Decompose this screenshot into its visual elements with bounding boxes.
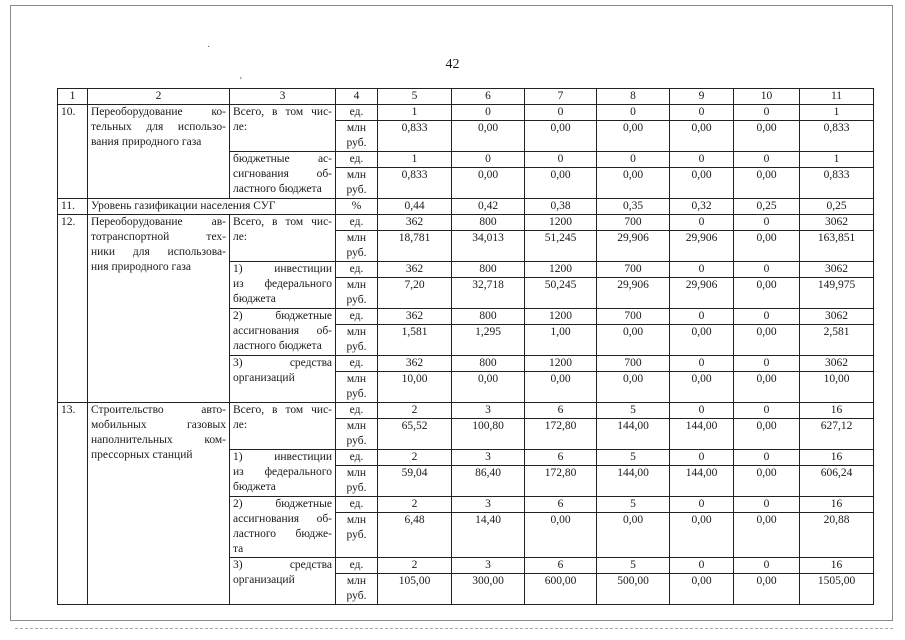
funding-source xyxy=(230,558,336,605)
value-money: 0,00 xyxy=(734,231,800,262)
value-units: 700 xyxy=(597,215,670,231)
unit-line: млн xyxy=(346,373,367,385)
column-number-header: 3 xyxy=(230,89,336,105)
unit-money xyxy=(336,278,378,309)
value-money: 0,00 xyxy=(734,121,800,152)
text-line: Переоборудование ко- xyxy=(91,106,226,118)
value-money: 0,00 xyxy=(525,513,597,558)
text-line: из федерального xyxy=(233,278,332,290)
value-money: 0,00 xyxy=(734,513,800,558)
page-number: 42 xyxy=(445,57,460,72)
value-units: 0 xyxy=(734,558,800,574)
unit-line: млн xyxy=(346,514,367,526)
column-number-header: 9 xyxy=(670,89,734,105)
value-units: 0 xyxy=(670,152,734,168)
value-money: 100,80 xyxy=(452,419,525,450)
value-units: 800 xyxy=(452,356,525,372)
value-money: 86,40 xyxy=(452,466,525,497)
text-line: организаций xyxy=(233,574,295,586)
value-units: 6 xyxy=(525,403,597,419)
value-units: 1200 xyxy=(525,215,597,231)
text-line: 2) бюджетные xyxy=(233,310,332,322)
value-units: 0 xyxy=(525,105,597,121)
value-money: 34,013 xyxy=(452,231,525,262)
unit-line: млн xyxy=(346,467,367,479)
value-money: 149,975 xyxy=(800,278,874,309)
value-units: 0 xyxy=(670,105,734,121)
value-money: 51,245 xyxy=(525,231,597,262)
value-units: 0 xyxy=(734,262,800,278)
value-money: 0,00 xyxy=(597,121,670,152)
column-number-header: 6 xyxy=(452,89,525,105)
value-money: 172,80 xyxy=(525,466,597,497)
value-money: 0,00 xyxy=(452,121,525,152)
value-money: 6,48 xyxy=(378,513,452,558)
value-money: 627,12 xyxy=(800,419,874,450)
value-units: 1 xyxy=(800,152,874,168)
value-money: 600,00 xyxy=(525,574,597,605)
value-units: 700 xyxy=(597,356,670,372)
measure-name xyxy=(88,105,230,199)
text-line: ле: xyxy=(233,121,248,133)
unit-line: руб. xyxy=(346,590,367,602)
scan-edge-line xyxy=(15,628,893,630)
value-units: 0 xyxy=(734,105,800,121)
unit-percent: % xyxy=(336,199,378,215)
funding-source xyxy=(230,450,336,497)
value-units: 5 xyxy=(597,403,670,419)
value-units: 800 xyxy=(452,309,525,325)
text-line: 1) инвестиции xyxy=(233,451,332,463)
column-number-header: 7 xyxy=(525,89,597,105)
value-units: 0 xyxy=(452,105,525,121)
text-line: ле: xyxy=(233,419,248,431)
value-money: 18,781 xyxy=(378,231,452,262)
value-money: 0,00 xyxy=(452,372,525,403)
text-line: бюджетные ас- xyxy=(233,153,332,165)
unit-line: млн xyxy=(346,232,367,244)
value-units: 0 xyxy=(670,450,734,466)
column-number-header: 8 xyxy=(597,89,670,105)
value-money: 0,00 xyxy=(597,513,670,558)
value-money: 1,581 xyxy=(378,325,452,356)
unit-money xyxy=(336,419,378,450)
value-units: 0 xyxy=(734,356,800,372)
unit-units: ед. xyxy=(336,497,378,513)
text-line: 1) инвестиции xyxy=(233,263,332,275)
value-units: 3 xyxy=(452,497,525,513)
funding-source xyxy=(230,309,336,356)
text-line: Всего, в том чис- xyxy=(233,216,332,228)
value-units: 3062 xyxy=(800,262,874,278)
text-line: ники для использова- xyxy=(91,246,226,258)
unit-money xyxy=(336,168,378,199)
unit-units: ед. xyxy=(336,215,378,231)
value-units: 2 xyxy=(378,450,452,466)
value-units: 3062 xyxy=(800,356,874,372)
value-money: 65,52 xyxy=(378,419,452,450)
value-units: 700 xyxy=(597,262,670,278)
value-units: 362 xyxy=(378,262,452,278)
value-units: 800 xyxy=(452,262,525,278)
text-line: бюджета xyxy=(233,481,276,493)
value-money: 59,04 xyxy=(378,466,452,497)
text-line: мобильных газовых xyxy=(91,419,226,431)
text-line: ле: xyxy=(233,231,248,243)
unit-units: ед. xyxy=(336,403,378,419)
value-units: 800 xyxy=(452,215,525,231)
unit-line: руб. xyxy=(346,341,367,353)
unit-line: руб. xyxy=(346,482,367,494)
header-row xyxy=(58,89,874,105)
unit-money xyxy=(336,121,378,152)
scan-speck: ' xyxy=(240,76,242,87)
value-money: 163,851 xyxy=(800,231,874,262)
value-money: 0,00 xyxy=(734,325,800,356)
unit-line: млн xyxy=(346,326,367,338)
row-number: 13. xyxy=(58,403,88,605)
text-line: из федерального xyxy=(233,466,332,478)
funding-source xyxy=(230,403,336,450)
unit-units: ед. xyxy=(336,558,378,574)
unit-money xyxy=(336,513,378,558)
unit-line: млн xyxy=(346,279,367,291)
value-units: 3062 xyxy=(800,215,874,231)
value-money: 0,00 xyxy=(597,325,670,356)
unit-line: руб. xyxy=(346,294,367,306)
value-units: 362 xyxy=(378,356,452,372)
unit-line: руб. xyxy=(346,184,367,196)
text-line: ассигнования об- xyxy=(233,325,332,337)
row-number: 10. xyxy=(58,105,88,199)
text-line: прессорных станций xyxy=(91,449,193,461)
value-money: 0,00 xyxy=(670,372,734,403)
value-units: 0 xyxy=(734,497,800,513)
unit-line: руб. xyxy=(346,529,367,541)
unit-money xyxy=(336,231,378,262)
program-indicators-table xyxy=(57,88,874,605)
value-money: 0,00 xyxy=(734,168,800,199)
value-money: 0,833 xyxy=(378,121,452,152)
text-line: Переоборудование ав- xyxy=(91,216,226,228)
measure-name xyxy=(88,215,230,403)
value-units: 0 xyxy=(525,152,597,168)
text-line: 2) бюджетные xyxy=(233,498,332,510)
value-money: 32,718 xyxy=(452,278,525,309)
funding-source xyxy=(230,215,336,262)
column-number-header: 11 xyxy=(800,89,874,105)
row-number: 11. xyxy=(58,199,88,215)
value-money: 0,00 xyxy=(670,325,734,356)
value-percent: 0,42 xyxy=(452,199,525,215)
value-money: 1,00 xyxy=(525,325,597,356)
column-number-header: 4 xyxy=(336,89,378,105)
value-money: 0,00 xyxy=(597,168,670,199)
value-units: 0 xyxy=(670,403,734,419)
unit-units: ед. xyxy=(336,356,378,372)
funding-source xyxy=(230,497,336,558)
value-money: 144,00 xyxy=(597,466,670,497)
table-row xyxy=(58,215,874,231)
scan-speck: · xyxy=(207,42,211,53)
unit-line: руб. xyxy=(346,388,367,400)
value-units: 5 xyxy=(597,497,670,513)
text-line: 3) средства xyxy=(233,559,332,571)
value-units: 3 xyxy=(452,403,525,419)
text-line: организаций xyxy=(233,372,295,384)
value-money: 50,245 xyxy=(525,278,597,309)
unit-money xyxy=(336,574,378,605)
value-percent: 0,25 xyxy=(734,199,800,215)
value-money: 0,00 xyxy=(452,168,525,199)
value-money: 300,00 xyxy=(452,574,525,605)
table-row xyxy=(58,403,874,419)
unit-line: млн xyxy=(346,122,367,134)
unit-units: ед. xyxy=(336,309,378,325)
value-units: 362 xyxy=(378,215,452,231)
value-money: 144,00 xyxy=(597,419,670,450)
value-money: 29,906 xyxy=(597,278,670,309)
text-line: Строительство авто- xyxy=(91,404,226,416)
unit-units: ед. xyxy=(336,152,378,168)
value-money: 0,833 xyxy=(800,121,874,152)
value-money: 10,00 xyxy=(800,372,874,403)
value-units: 0 xyxy=(670,356,734,372)
value-units: 1 xyxy=(378,152,452,168)
table-row xyxy=(58,199,874,215)
text-line: тотранспортной тех- xyxy=(91,231,226,243)
value-money: 2,581 xyxy=(800,325,874,356)
value-units: 3 xyxy=(452,450,525,466)
value-units: 2 xyxy=(378,403,452,419)
value-money: 29,906 xyxy=(670,231,734,262)
value-units: 2 xyxy=(378,558,452,574)
value-units: 1 xyxy=(800,105,874,121)
unit-line: руб. xyxy=(346,137,367,149)
value-units: 1200 xyxy=(525,309,597,325)
value-units: 0 xyxy=(734,215,800,231)
measure-name: Уровень газификации населения СУГ xyxy=(88,199,336,215)
value-units: 0 xyxy=(734,403,800,419)
value-money: 0,00 xyxy=(670,513,734,558)
text-line: ния природного газа xyxy=(91,261,191,273)
value-money: 1505,00 xyxy=(800,574,874,605)
value-money: 20,88 xyxy=(800,513,874,558)
unit-units: ед. xyxy=(336,262,378,278)
text-line: ассигнования об- xyxy=(233,513,332,525)
text-line: сигнования об- xyxy=(233,168,332,180)
value-money: 29,906 xyxy=(597,231,670,262)
value-money: 0,00 xyxy=(670,574,734,605)
unit-line: млн xyxy=(346,420,367,432)
value-money: 0,00 xyxy=(734,372,800,403)
value-units: 0 xyxy=(670,309,734,325)
value-units: 16 xyxy=(800,558,874,574)
value-percent: 0,25 xyxy=(800,199,874,215)
value-money: 10,00 xyxy=(378,372,452,403)
value-percent: 0,32 xyxy=(670,199,734,215)
unit-money xyxy=(336,372,378,403)
value-money: 606,24 xyxy=(800,466,874,497)
value-money: 0,00 xyxy=(734,278,800,309)
value-units: 6 xyxy=(525,558,597,574)
unit-line: руб. xyxy=(346,435,367,447)
funding-source xyxy=(230,152,336,199)
value-percent: 0,38 xyxy=(525,199,597,215)
value-units: 362 xyxy=(378,309,452,325)
value-units: 0 xyxy=(670,558,734,574)
value-money: 14,40 xyxy=(452,513,525,558)
value-units: 1200 xyxy=(525,356,597,372)
value-money: 29,906 xyxy=(670,278,734,309)
value-money: 0,833 xyxy=(378,168,452,199)
value-units: 5 xyxy=(597,558,670,574)
text-line: вания природного газа xyxy=(91,136,202,148)
column-number-header: 10 xyxy=(734,89,800,105)
text-line: ластного бюджета xyxy=(233,183,322,195)
text-line: Всего, в том чис- xyxy=(233,404,332,416)
funding-source xyxy=(230,356,336,403)
value-money: 0,833 xyxy=(800,168,874,199)
unit-money xyxy=(336,466,378,497)
value-units: 0 xyxy=(597,152,670,168)
value-units: 0 xyxy=(734,309,800,325)
value-money: 0,00 xyxy=(734,419,800,450)
value-money: 172,80 xyxy=(525,419,597,450)
unit-line: млн xyxy=(346,575,367,587)
value-units: 3062 xyxy=(800,309,874,325)
text-line: ластного бюджета xyxy=(233,340,322,352)
value-units: 6 xyxy=(525,450,597,466)
value-money: 0,00 xyxy=(597,372,670,403)
value-money: 144,00 xyxy=(670,419,734,450)
column-number-header: 2 xyxy=(88,89,230,105)
value-percent: 0,44 xyxy=(378,199,452,215)
text-line: Всего, в том чис- xyxy=(233,106,332,118)
value-units: 0 xyxy=(670,215,734,231)
column-number-header: 5 xyxy=(378,89,452,105)
value-money: 0,00 xyxy=(525,121,597,152)
value-units: 0 xyxy=(452,152,525,168)
value-units: 0 xyxy=(597,105,670,121)
unit-units: ед. xyxy=(336,105,378,121)
text-line: наполнительных ком- xyxy=(91,434,226,446)
value-units: 16 xyxy=(800,450,874,466)
value-money: 0,00 xyxy=(734,574,800,605)
value-money: 105,00 xyxy=(378,574,452,605)
funding-source xyxy=(230,105,336,152)
value-units: 1 xyxy=(378,105,452,121)
value-percent: 0,35 xyxy=(597,199,670,215)
value-money: 7,20 xyxy=(378,278,452,309)
unit-line: руб. xyxy=(346,247,367,259)
value-money: 0,00 xyxy=(525,372,597,403)
text-line: ластного бюдже- xyxy=(233,528,332,540)
value-units: 0 xyxy=(670,262,734,278)
value-units: 16 xyxy=(800,403,874,419)
text-line: та xyxy=(233,543,244,555)
unit-line: млн xyxy=(346,169,367,181)
funding-source xyxy=(230,262,336,309)
value-units: 3 xyxy=(452,558,525,574)
value-units: 16 xyxy=(800,497,874,513)
measure-name xyxy=(88,403,230,605)
value-money: 1,295 xyxy=(452,325,525,356)
unit-units: ед. xyxy=(336,450,378,466)
value-units: 5 xyxy=(597,450,670,466)
table-row xyxy=(58,105,874,121)
value-money: 0,00 xyxy=(670,168,734,199)
value-units: 0 xyxy=(734,450,800,466)
value-money: 144,00 xyxy=(670,466,734,497)
value-units: 2 xyxy=(378,497,452,513)
unit-money xyxy=(336,325,378,356)
value-units: 1200 xyxy=(525,262,597,278)
text-line: тельных для использо- xyxy=(91,121,226,133)
row-number: 12. xyxy=(58,215,88,403)
value-units: 0 xyxy=(734,152,800,168)
value-money: 0,00 xyxy=(734,466,800,497)
column-number-header: 1 xyxy=(58,89,88,105)
text-line: бюджета xyxy=(233,293,276,305)
value-money: 500,00 xyxy=(597,574,670,605)
value-units: 0 xyxy=(670,497,734,513)
value-units: 6 xyxy=(525,497,597,513)
value-money: 0,00 xyxy=(670,121,734,152)
text-line: 3) средства xyxy=(233,357,332,369)
value-units: 700 xyxy=(597,309,670,325)
value-money: 0,00 xyxy=(525,168,597,199)
